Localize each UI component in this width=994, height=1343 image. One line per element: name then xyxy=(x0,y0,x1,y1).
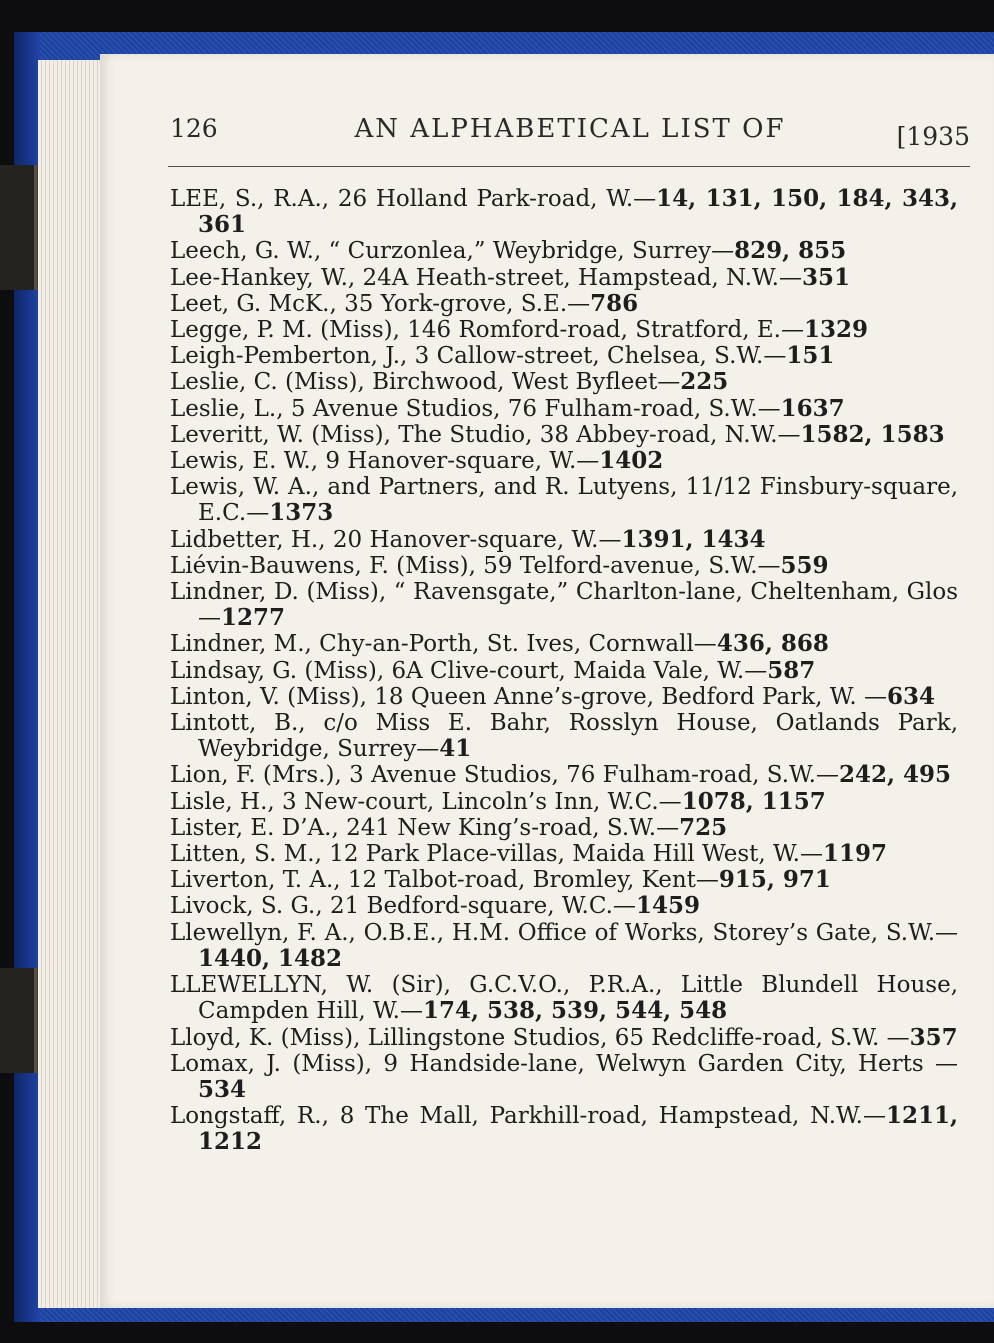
page-title: AN ALPHABETICAL LIST OF xyxy=(354,114,786,144)
entry-address: 12 Park Place-villas, Maida Hill West, W.— xyxy=(329,841,823,868)
entry-refs: 1373 xyxy=(269,499,334,527)
entry-name: Longstaff, R., xyxy=(170,1103,329,1130)
list-item xyxy=(170,291,958,317)
list-item xyxy=(170,396,958,422)
entry-address: 11/12 Finsbury-square, E.C.— xyxy=(198,474,959,527)
page-stack-edges xyxy=(38,60,108,1308)
entry-name: Linton, V. (Miss), xyxy=(170,683,367,710)
entry-address: 35 York-grove, S.E.— xyxy=(344,290,591,317)
entry-refs: 151 xyxy=(786,342,835,370)
entry-address: Birchwood, West Byfleet— xyxy=(372,369,681,396)
entry-name: Livock, S. G., xyxy=(170,893,323,920)
entry-address: The Studio, 38 Abbey-road, N.W.— xyxy=(398,421,801,448)
entry-name: Lidbetter, H., xyxy=(170,526,326,553)
entry-refs: 1211, 1212 xyxy=(198,1102,959,1156)
entry-address: 59 Telford-avenue, S.W.— xyxy=(483,552,781,579)
entry-refs: 357 xyxy=(909,1023,958,1051)
entry-refs: 1277 xyxy=(221,604,286,632)
entry-address: c/o Miss E. Bahr, Rosslyn House, Oatlands Park, Weybridge, Surrey— xyxy=(198,710,959,763)
entry-address: 3 Callow-street, Chelsea, S.W.— xyxy=(414,343,787,370)
entry-name: Leslie, L., xyxy=(170,395,284,422)
entry-address: “ Curzonlea,” Weybridge, Surrey— xyxy=(328,238,735,265)
list-item xyxy=(170,553,958,579)
entry-refs: 1582, 1583 xyxy=(800,420,945,448)
entry-name: Lee-Hankey, W., xyxy=(170,264,356,291)
binding-tab-bottom xyxy=(0,968,37,1073)
entry-address: 21 Bedford-square, W.C.— xyxy=(329,893,636,920)
entry-refs: 14, 131, 150, 184, 343, 361 xyxy=(198,185,958,239)
entry-refs: 1402 xyxy=(599,447,664,475)
entry-address: 9 Hanover-square, W.— xyxy=(325,448,600,475)
entry-name: Legge, P. M. (Miss), xyxy=(170,317,400,344)
list-item xyxy=(170,631,958,657)
entry-name: LEE, S., R.A., xyxy=(170,186,330,212)
entry-name: Lisle, H., xyxy=(170,788,275,815)
entry-refs: 587 xyxy=(767,656,816,684)
entry-refs: 1459 xyxy=(635,892,700,920)
entry-name: Leveritt, W. (Miss), xyxy=(170,421,391,448)
entry-name: Lindsay, G. (Miss), xyxy=(170,657,385,684)
entry-name: Lloyd, K. (Miss), xyxy=(170,1024,361,1051)
entry-address: 12 Talbot-road, Bromley, Kent— xyxy=(347,867,719,894)
list-item xyxy=(170,867,958,893)
entry-name: Lister, E. D’A., xyxy=(170,814,339,841)
list-item xyxy=(170,893,958,919)
list-item xyxy=(170,186,958,238)
entry-address: 8 The Mall, Parkhill-road, Hampstead, N.W.— xyxy=(339,1103,886,1130)
entry-address: 5 Avenue Studios, 76 Fulham-road, S.W.— xyxy=(290,395,781,422)
list-item xyxy=(170,422,958,448)
entry-refs: 559 xyxy=(780,551,829,579)
entry-name: Lewis, E. W., xyxy=(170,448,319,475)
entry-address: 3 Avenue Studios, 76 Fulham-road, S.W.— xyxy=(349,762,839,789)
entry-address: Lillingstone Studios, 65 Redcliffe-road, S.W. — xyxy=(367,1024,910,1051)
list-item xyxy=(170,1051,958,1103)
entry-refs: 41 xyxy=(439,735,472,763)
list-item xyxy=(170,317,958,343)
list-item xyxy=(170,841,958,867)
list-item xyxy=(170,369,958,395)
entry-refs: 436, 868 xyxy=(716,630,829,658)
entry-address: H.M. Office of Works, Storey’s Gate, S.W.— xyxy=(451,919,959,946)
header-rule xyxy=(168,166,970,167)
list-item xyxy=(170,265,958,291)
entry-name: LLEWELLYN, W. (Sir), G.C.V.O., P.R.A., xyxy=(170,972,663,999)
entry-address: “ Ravensgate,” Charlton-lane, Cheltenham, Glos— xyxy=(198,579,958,632)
entry-refs: 1078, 1157 xyxy=(681,787,826,815)
list-item xyxy=(170,527,958,553)
entry-refs: 786 xyxy=(590,289,639,317)
binding-tab-top xyxy=(0,165,37,290)
entry-address: 9 Handside-lane, Welwyn Garden City, Herts — xyxy=(383,1050,958,1077)
entry-name: Leet, G. McK., xyxy=(170,290,337,317)
entry-refs: 725 xyxy=(679,813,728,841)
entry-name: Litten, S. M., xyxy=(170,841,322,868)
list-item xyxy=(170,710,958,762)
page-number: 126 xyxy=(170,114,218,143)
entry-refs: 225 xyxy=(680,368,729,396)
entry-refs: 174, 538, 539, 544, 548 xyxy=(422,997,728,1025)
entry-address: 6A Clive-court, Maida Vale, W.— xyxy=(391,657,768,684)
entry-name: Lion, F. (Mrs.), xyxy=(170,762,342,789)
list-item xyxy=(170,658,958,684)
list-item xyxy=(170,972,958,1024)
entry-refs: 351 xyxy=(801,263,850,291)
list-item xyxy=(170,762,958,788)
entry-address: 3 New-court, Lincoln’s Inn, W.C.— xyxy=(282,788,682,815)
entry-name: Leigh-Pemberton, J., xyxy=(170,343,408,370)
entry-refs: 534 xyxy=(198,1075,247,1103)
entry-address: 24A Heath-street, Hampstead, N.W.— xyxy=(362,264,802,291)
entry-refs: 829, 855 xyxy=(734,237,847,265)
year-marker: [1935 xyxy=(896,122,970,151)
entry-name: Lewis, W. A., and Partners, and R. Lutyens, xyxy=(170,474,678,501)
entry-name: Lindner, M., xyxy=(170,631,312,658)
list-item xyxy=(170,343,958,369)
entry-name: Leslie, C. (Miss), xyxy=(170,369,365,396)
entry-refs: 242, 495 xyxy=(838,761,952,789)
list-item xyxy=(170,1025,958,1051)
entry-name: Leech, G. W., xyxy=(170,238,322,265)
list-item xyxy=(170,448,958,474)
entry-refs: 915, 971 xyxy=(718,866,831,894)
directory-list xyxy=(170,186,958,1156)
list-item xyxy=(170,920,958,972)
entry-address: 146 Romford-road, Stratford, E.— xyxy=(407,317,804,344)
list-item xyxy=(170,789,958,815)
list-item xyxy=(170,238,958,264)
list-item xyxy=(170,579,958,631)
entry-address: 18 Queen Anne’s-grove, Bedford Park, W. — xyxy=(374,683,887,710)
entry-refs: 1440, 1482 xyxy=(198,944,343,972)
entry-name: Liévin-Bauwens, F. (Miss), xyxy=(170,552,476,579)
entry-address: Little Blundell House, Campden Hill, W.— xyxy=(198,972,958,1025)
entry-name: Liverton, T. A., xyxy=(170,867,341,894)
entry-refs: 634 xyxy=(886,682,935,710)
entry-name: Lomax, J. (Miss), xyxy=(170,1050,373,1077)
entry-address: Chy-an-Porth, St. Ives, Cornwall— xyxy=(319,631,717,658)
running-header xyxy=(170,114,970,154)
entry-refs: 1197 xyxy=(822,840,887,868)
entry-address: 26 Holland Park-road, W.— xyxy=(337,186,657,212)
list-item xyxy=(170,815,958,841)
list-item xyxy=(170,474,958,526)
list-item xyxy=(170,1103,958,1155)
entry-name: Llewellyn, F. A., O.B.E., xyxy=(170,919,445,946)
entry-address: 20 Hanover-square, W.— xyxy=(332,526,622,553)
entry-refs: 1329 xyxy=(803,316,868,344)
entry-address: 241 New King’s-road, S.W.— xyxy=(346,814,680,841)
entry-name: Lintott, B., xyxy=(170,710,306,737)
entry-refs: 1637 xyxy=(780,394,845,422)
entry-name: Lindner, D. (Miss), xyxy=(170,579,387,606)
list-item xyxy=(170,684,958,710)
entry-refs: 1391, 1434 xyxy=(621,525,766,553)
